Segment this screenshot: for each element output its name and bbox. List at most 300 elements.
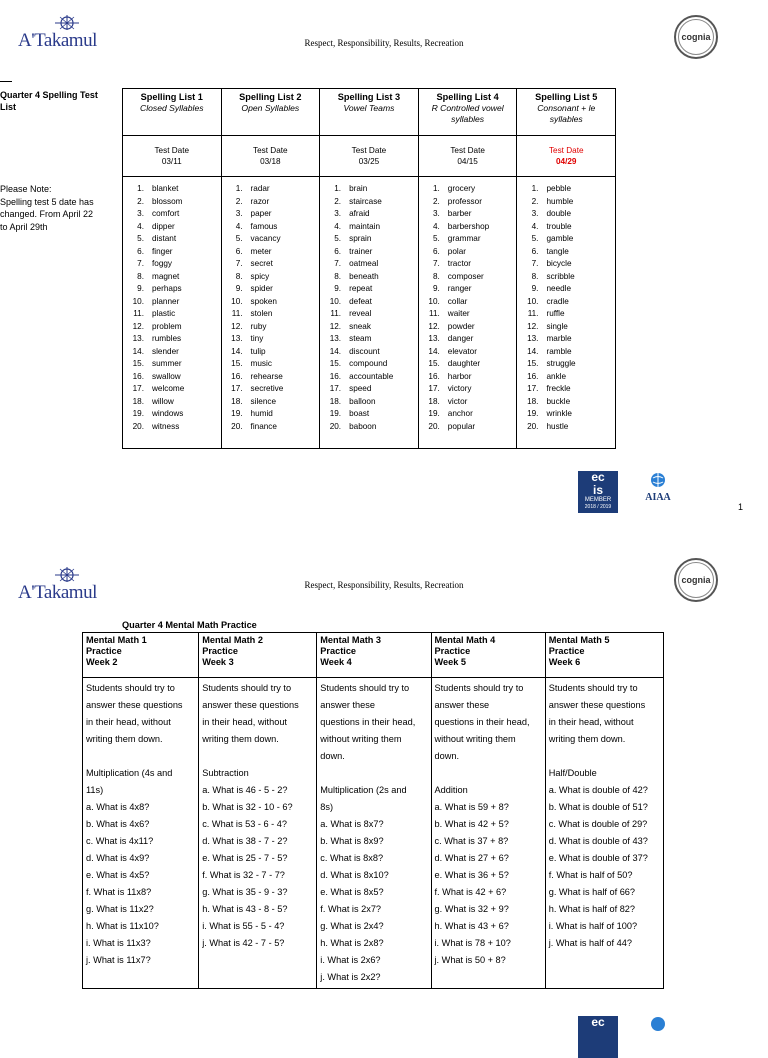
math-header-line: Week 4 bbox=[320, 657, 352, 667]
spelling-word-text: ruffle bbox=[546, 309, 565, 318]
math-line: d. What is double of 43? bbox=[548, 836, 648, 846]
math-line: 11s) bbox=[86, 785, 104, 795]
spelling-word-text: steam bbox=[349, 334, 372, 343]
spelling-word-number: 14. bbox=[231, 346, 243, 356]
spelling-word-number: 3. bbox=[137, 209, 144, 218]
spelling-word-text: famous bbox=[250, 221, 278, 231]
spelling-word-number: 4. bbox=[334, 221, 342, 231]
school-motto: Respect, Responsibility, Results, Recreation bbox=[304, 38, 464, 48]
spelling-word bbox=[323, 408, 415, 421]
globe-icon bbox=[650, 472, 666, 488]
cognia-badge-text: cognia bbox=[678, 562, 714, 598]
math-line: d. What is 4x9? bbox=[86, 853, 150, 863]
spelling-word-number: 19. bbox=[329, 409, 342, 418]
spelling-word-number: 2. bbox=[432, 196, 440, 206]
spelling-word-number: 16. bbox=[231, 371, 243, 381]
math-header-line: Practice bbox=[434, 646, 471, 656]
spelling-word bbox=[225, 208, 317, 221]
spelling-date-row bbox=[123, 136, 616, 177]
test-date: 03/25 bbox=[358, 157, 380, 166]
spelling-word bbox=[520, 321, 612, 334]
ecis-logo bbox=[578, 471, 618, 513]
math-line: c. What is 4x11? bbox=[86, 836, 154, 846]
math-line: i. What is 2x6? bbox=[320, 955, 381, 965]
spelling-word bbox=[520, 196, 612, 209]
spelling-word-text: harbor bbox=[447, 371, 472, 381]
spelling-word-number: 8. bbox=[334, 271, 342, 281]
spelling-word bbox=[422, 221, 514, 234]
spelling-word bbox=[126, 296, 218, 309]
spelling-word bbox=[126, 246, 218, 259]
math-line: h. What is 43 + 6? bbox=[434, 921, 509, 931]
page-number: 1 bbox=[738, 502, 744, 512]
note-line: Please Note: bbox=[0, 184, 52, 194]
spelling-word bbox=[225, 296, 317, 309]
spelling-word-number: 20. bbox=[231, 421, 243, 431]
math-line: answer these bbox=[434, 700, 490, 710]
math-header-line: Mental Math 5 bbox=[548, 635, 610, 645]
spelling-word bbox=[126, 408, 218, 421]
math-line: a. What is 59 + 8? bbox=[434, 802, 509, 812]
math-line: j. What is 42 - 7 - 5? bbox=[202, 938, 285, 948]
spelling-word-number: 15. bbox=[428, 359, 440, 368]
spelling-word-text: polar bbox=[447, 246, 467, 256]
spelling-word-text: waiter bbox=[447, 309, 470, 318]
spelling-word-text: perhaps bbox=[152, 284, 182, 293]
spelling-word-text: repeat bbox=[349, 284, 373, 293]
math-line: g. What is 32 + 9? bbox=[434, 904, 509, 914]
spelling-list-header bbox=[418, 89, 517, 136]
spelling-word bbox=[520, 208, 612, 221]
math-line: b. What is 4x6? bbox=[86, 819, 150, 829]
spelling-word-text: stolen bbox=[250, 309, 273, 318]
spelling-word-number: 11. bbox=[527, 309, 539, 318]
cognia-badge bbox=[674, 15, 718, 59]
spelling-word bbox=[323, 296, 415, 309]
spelling-list-title: Spelling List 4 bbox=[436, 92, 499, 102]
spelling-list-subtitle: Open Syllables bbox=[241, 103, 300, 113]
test-date-cell bbox=[123, 136, 222, 177]
math-line: questions in their head, bbox=[320, 717, 416, 727]
spelling-word bbox=[520, 183, 612, 196]
spelling-word bbox=[126, 221, 218, 234]
math-header-line: Practice bbox=[320, 646, 357, 656]
spelling-word-number: 3. bbox=[531, 209, 539, 218]
spelling-word-number: 18. bbox=[428, 396, 440, 406]
math-header-line: Mental Math 2 bbox=[202, 635, 263, 645]
spelling-word bbox=[323, 283, 415, 296]
spelling-word bbox=[126, 383, 218, 396]
spelling-word-text: humble bbox=[546, 196, 574, 206]
spelling-word bbox=[225, 283, 317, 296]
spelling-word-text: witness bbox=[152, 421, 180, 431]
spelling-table bbox=[122, 88, 616, 449]
spelling-word bbox=[225, 321, 317, 334]
spelling-word-number: 16. bbox=[527, 371, 539, 381]
spelling-list-title: Spelling List 5 bbox=[535, 92, 598, 102]
math-line: in their head, without bbox=[86, 717, 171, 727]
spelling-word bbox=[422, 233, 514, 246]
spelling-word-text: popular bbox=[447, 421, 476, 431]
test-date-label: Test Date bbox=[548, 146, 584, 155]
math-column-body bbox=[83, 678, 199, 989]
spelling-word bbox=[323, 196, 415, 209]
spelling-word-number: 19. bbox=[428, 409, 440, 418]
math-title: Quarter 4 Mental Math Practice bbox=[122, 620, 257, 630]
math-line: c. What is 53 - 6 - 4? bbox=[202, 819, 287, 829]
mental-math-table bbox=[82, 632, 664, 989]
spelling-word bbox=[520, 221, 612, 234]
math-line: h. What is half of 82? bbox=[548, 904, 636, 914]
test-date: 04/15 bbox=[457, 157, 478, 166]
spelling-word-number: 3. bbox=[432, 209, 440, 218]
math-line: j. What is 11x7? bbox=[86, 955, 151, 965]
spelling-word-text: daughter bbox=[447, 359, 481, 368]
math-line: i. What is 55 - 5 - 4? bbox=[202, 921, 285, 931]
math-line: h. What is 2x8? bbox=[320, 938, 384, 948]
math-line: d. What is 38 - 7 - 2? bbox=[202, 836, 288, 846]
math-column-header bbox=[83, 633, 199, 678]
test-date-cell bbox=[320, 136, 419, 177]
spelling-list-subtitle: Vowel Teams bbox=[343, 103, 395, 113]
spelling-word-number: 13. bbox=[428, 334, 440, 343]
spelling-word bbox=[126, 308, 218, 321]
spelling-word bbox=[422, 183, 514, 196]
math-line: i. What is half of 100? bbox=[548, 921, 638, 931]
spelling-word-text: sprain bbox=[349, 234, 372, 243]
spelling-word-number: 8. bbox=[235, 271, 243, 281]
spelling-word-text: slender bbox=[152, 346, 179, 356]
spelling-word bbox=[422, 271, 514, 284]
spelling-word bbox=[225, 408, 317, 421]
spelling-word-text: distant bbox=[152, 234, 177, 243]
spelling-word bbox=[225, 333, 317, 346]
math-line: b. What is 8x9? bbox=[320, 836, 384, 846]
math-line: answer these questions bbox=[202, 700, 299, 710]
math-line: down. bbox=[434, 751, 460, 761]
spelling-word-number: 5. bbox=[235, 234, 243, 243]
math-line: f. What is 11x8? bbox=[86, 887, 152, 897]
math-line: i. What is 11x3? bbox=[86, 938, 151, 948]
math-header-line: Week 3 bbox=[202, 657, 234, 667]
math-header-row bbox=[83, 633, 664, 678]
note-line: Spelling test 5 date has bbox=[0, 196, 94, 207]
spelling-word-text: rehearse bbox=[250, 371, 283, 381]
spelling-word bbox=[520, 246, 612, 259]
spelling-word bbox=[422, 208, 514, 221]
word-list bbox=[126, 183, 218, 433]
spelling-word-number: 14. bbox=[132, 346, 144, 356]
spelling-word-text: tractor bbox=[447, 259, 472, 268]
math-line: Addition bbox=[434, 785, 468, 795]
spelling-list-subtitle: R Controlled vowel syllables bbox=[431, 103, 504, 124]
school-motto: Respect, Responsibility, Results, Recreation bbox=[304, 580, 464, 590]
spelling-word-text: tulip bbox=[250, 346, 266, 356]
spelling-word-text: boast bbox=[349, 409, 370, 418]
math-line: b. What is double of 51? bbox=[548, 802, 648, 812]
spelling-word bbox=[422, 346, 514, 359]
spelling-word-text: accountable bbox=[349, 371, 394, 381]
spelling-word-number: 2. bbox=[334, 196, 342, 206]
spelling-word-number: 10. bbox=[329, 296, 342, 306]
math-line: writing them down. bbox=[86, 734, 163, 744]
spelling-word-number: 5. bbox=[432, 234, 440, 243]
spelling-word-text: danger bbox=[447, 334, 474, 343]
math-line: g. What is half of 66? bbox=[548, 887, 636, 897]
spelling-word-text: afraid bbox=[349, 209, 370, 218]
note-line: to April 29th bbox=[0, 221, 48, 232]
spelling-word-number: 4. bbox=[432, 221, 440, 231]
math-line: g. What is 11x2? bbox=[86, 904, 154, 914]
spelling-word-number: 10. bbox=[527, 296, 539, 306]
spelling-list-header bbox=[517, 89, 616, 136]
spelling-word-text: ruby bbox=[250, 321, 267, 331]
aiaa-text: AIAA bbox=[645, 492, 671, 503]
spelling-word-text: balloon bbox=[349, 396, 376, 406]
spelling-word bbox=[225, 396, 317, 409]
spelling-word-number: 16. bbox=[329, 371, 342, 381]
spelling-word-text: meter bbox=[250, 246, 272, 256]
spelling-word bbox=[323, 258, 415, 271]
spelling-word bbox=[126, 396, 218, 409]
spelling-word-number: 20. bbox=[428, 421, 440, 431]
spelling-word bbox=[422, 258, 514, 271]
spelling-word bbox=[323, 308, 415, 321]
school-logo bbox=[18, 14, 108, 54]
spelling-word-text: compound bbox=[349, 359, 388, 368]
spelling-word-text: discount bbox=[349, 346, 380, 356]
spelling-word-number: 9. bbox=[531, 284, 539, 293]
spelling-word-number: 9. bbox=[432, 284, 440, 293]
math-column-header bbox=[199, 633, 317, 678]
spelling-word bbox=[323, 233, 415, 246]
school-logo-text: A'Takamul bbox=[18, 30, 97, 51]
test-date-label: Test Date bbox=[351, 146, 387, 155]
spelling-word-number: 10. bbox=[132, 296, 144, 306]
spelling-word-number: 7. bbox=[432, 259, 440, 268]
math-line: i. What is 78 + 10? bbox=[434, 938, 511, 948]
spelling-word-text: defeat bbox=[349, 296, 372, 306]
spelling-list-header bbox=[320, 89, 419, 136]
spelling-word-number: 17. bbox=[132, 384, 144, 393]
spelling-word bbox=[323, 271, 415, 284]
math-line: answer these questions bbox=[86, 700, 183, 710]
spelling-word bbox=[520, 271, 612, 284]
math-line: f. What is 2x7? bbox=[320, 904, 382, 914]
spelling-word-number: 7. bbox=[235, 259, 243, 268]
word-list-cell bbox=[123, 177, 222, 449]
globe-icon bbox=[650, 1016, 666, 1032]
word-list-cell bbox=[320, 177, 419, 449]
spelling-word-number: 9. bbox=[137, 284, 144, 293]
spelling-word bbox=[422, 308, 514, 321]
spelling-word-text: summer bbox=[152, 359, 182, 368]
spelling-word-number: 9. bbox=[334, 284, 342, 293]
spelling-header-row bbox=[123, 89, 616, 136]
spelling-word-text: foggy bbox=[152, 259, 173, 268]
spelling-side-title: Quarter 4 Spelling Test List bbox=[0, 90, 98, 112]
math-line: g. What is 2x4? bbox=[320, 921, 384, 931]
math-line: d. What is 27 + 6? bbox=[434, 853, 509, 863]
spelling-word bbox=[225, 421, 317, 434]
math-line: without writing them bbox=[320, 734, 402, 744]
math-line bbox=[435, 765, 542, 782]
spelling-word-text: needle bbox=[546, 284, 572, 293]
spelling-word-text: baboon bbox=[349, 421, 377, 431]
test-date: 03/11 bbox=[161, 157, 182, 166]
spelling-word-number: 15. bbox=[132, 359, 144, 368]
spelling-word-text: radar bbox=[250, 184, 270, 193]
math-line: Students should try to bbox=[548, 683, 638, 693]
spelling-word-number: 14. bbox=[329, 346, 342, 356]
math-line: b. What is 32 - 10 - 6? bbox=[202, 802, 293, 812]
spelling-word-number: 2. bbox=[531, 196, 539, 206]
spelling-word bbox=[323, 333, 415, 346]
spelling-word-text: buckle bbox=[546, 396, 571, 406]
spelling-word-number: 20. bbox=[527, 421, 539, 431]
spelling-word bbox=[520, 296, 612, 309]
spelling-word-number: 5. bbox=[531, 234, 539, 243]
math-line: Half/Double bbox=[548, 768, 597, 778]
spelling-word-number: 15. bbox=[329, 359, 342, 368]
math-line bbox=[202, 748, 313, 765]
spelling-word bbox=[225, 383, 317, 396]
math-header-line: Mental Math 4 bbox=[434, 635, 496, 645]
spelling-word-text: plastic bbox=[152, 309, 176, 318]
math-line: answer these bbox=[320, 700, 375, 710]
aiaa-logo bbox=[650, 1016, 666, 1037]
spelling-word bbox=[323, 221, 415, 234]
spelling-word-number: 4. bbox=[137, 221, 144, 231]
word-list-cell bbox=[221, 177, 320, 449]
spelling-word bbox=[422, 371, 514, 384]
spelling-word-number: 17. bbox=[231, 384, 243, 393]
spelling-word-number: 4. bbox=[531, 221, 539, 231]
spelling-word bbox=[422, 396, 514, 409]
spelling-word-number: 17. bbox=[428, 384, 440, 393]
math-line: d. What is 8x10? bbox=[320, 870, 389, 880]
spelling-word-text: speed bbox=[349, 384, 372, 393]
math-column-body bbox=[317, 678, 431, 989]
aiaa-logo bbox=[640, 472, 676, 503]
spelling-word bbox=[323, 183, 415, 196]
math-line: Students should try to bbox=[434, 683, 524, 693]
math-line: in their head, without bbox=[202, 717, 287, 727]
spelling-word-text: brain bbox=[349, 184, 368, 193]
math-column-header bbox=[431, 633, 545, 678]
spelling-word-text: scribble bbox=[546, 271, 575, 281]
spelling-word-text: freckle bbox=[546, 384, 571, 393]
spelling-word-text: hustle bbox=[546, 421, 569, 431]
spelling-word-text: dipper bbox=[152, 221, 175, 231]
spelling-word-number: 18. bbox=[231, 396, 243, 406]
spelling-word-text: paper bbox=[250, 209, 272, 218]
math-line: e. What is 36 + 5? bbox=[434, 870, 509, 880]
spelling-word-number: 14. bbox=[428, 346, 440, 356]
spelling-word bbox=[323, 346, 415, 359]
spelling-word-text: single bbox=[546, 321, 568, 331]
math-line: a. What is double of 42? bbox=[548, 785, 648, 795]
math-line: 8s) bbox=[320, 802, 334, 812]
spelling-word bbox=[323, 246, 415, 259]
math-line: c. What is 8x8? bbox=[320, 853, 384, 863]
spelling-word-number: 8. bbox=[531, 271, 539, 281]
spelling-word-text: collar bbox=[447, 296, 468, 306]
math-line: f. What is 42 + 6? bbox=[434, 887, 507, 897]
spelling-word-number: 3. bbox=[334, 209, 342, 218]
word-list-cell bbox=[418, 177, 517, 449]
math-line: f. What is half of 50? bbox=[548, 870, 633, 880]
spelling-word-text: spoken bbox=[250, 296, 277, 306]
spelling-word-text: ranger bbox=[447, 284, 472, 293]
word-list bbox=[422, 183, 514, 433]
spelling-word bbox=[126, 333, 218, 346]
spelling-word bbox=[422, 321, 514, 334]
spelling-word bbox=[323, 358, 415, 371]
spelling-word-number: 1. bbox=[432, 184, 440, 193]
spelling-word-number: 11. bbox=[133, 309, 144, 318]
spelling-word-text: victory bbox=[447, 384, 472, 393]
math-column-header bbox=[545, 633, 663, 678]
spelling-word-number: 6. bbox=[432, 246, 440, 256]
spelling-word-text: gamble bbox=[546, 234, 574, 243]
math-line: b. What is 42 + 5? bbox=[434, 819, 509, 829]
spelling-word bbox=[126, 258, 218, 271]
spelling-word bbox=[126, 346, 218, 359]
spelling-list-subtitle: Closed Syllables bbox=[140, 103, 204, 113]
spelling-word-text: barbershop bbox=[447, 221, 490, 231]
spelling-word-text: secretive bbox=[250, 384, 284, 393]
spelling-word-text: beneath bbox=[349, 271, 379, 281]
spelling-word-text: cradle bbox=[546, 296, 569, 306]
spelling-word bbox=[520, 258, 612, 271]
math-line: Subtraction bbox=[202, 768, 249, 778]
spelling-word-text: grammar bbox=[447, 234, 481, 243]
spelling-word-text: staircase bbox=[349, 196, 382, 206]
math-line: Students should try to bbox=[202, 683, 292, 693]
spelling-word-number: 17. bbox=[329, 384, 342, 393]
test-date-cell-changed bbox=[517, 136, 616, 177]
spelling-word-text: silence bbox=[250, 396, 277, 406]
spelling-word bbox=[225, 371, 317, 384]
spelling-word bbox=[323, 208, 415, 221]
math-line: answer these questions bbox=[548, 700, 646, 710]
spelling-word-text: razor bbox=[250, 196, 270, 206]
spelling-word bbox=[422, 383, 514, 396]
ecis-logo bbox=[578, 1016, 618, 1058]
spelling-word-number: 4. bbox=[235, 221, 243, 231]
spelling-word bbox=[422, 246, 514, 259]
test-date-label: Test Date bbox=[450, 146, 485, 155]
spelling-word-number: 15. bbox=[231, 359, 243, 368]
spelling-word-text: professor bbox=[447, 196, 482, 206]
spelling-word bbox=[225, 271, 317, 284]
ecis-logo-top: ec bbox=[591, 470, 605, 484]
spelling-word-text: tangle bbox=[546, 246, 569, 256]
math-line: j. What is 50 + 8? bbox=[434, 955, 506, 965]
word-list bbox=[323, 183, 415, 433]
math-line: Students should try to bbox=[86, 683, 175, 693]
spelling-word-number: 1. bbox=[531, 184, 539, 193]
cognia-badge bbox=[674, 558, 718, 602]
spelling-word-text: marble bbox=[546, 334, 572, 343]
spelling-list-subtitle: Consonant + le syllables bbox=[537, 103, 596, 124]
spelling-word-text: elevator bbox=[447, 346, 477, 356]
spelling-list-title: Spelling List 2 bbox=[239, 92, 302, 102]
spelling-word bbox=[126, 271, 218, 284]
math-line: e. What is 4x5? bbox=[86, 870, 150, 880]
spelling-word-text: blanket bbox=[152, 184, 179, 193]
